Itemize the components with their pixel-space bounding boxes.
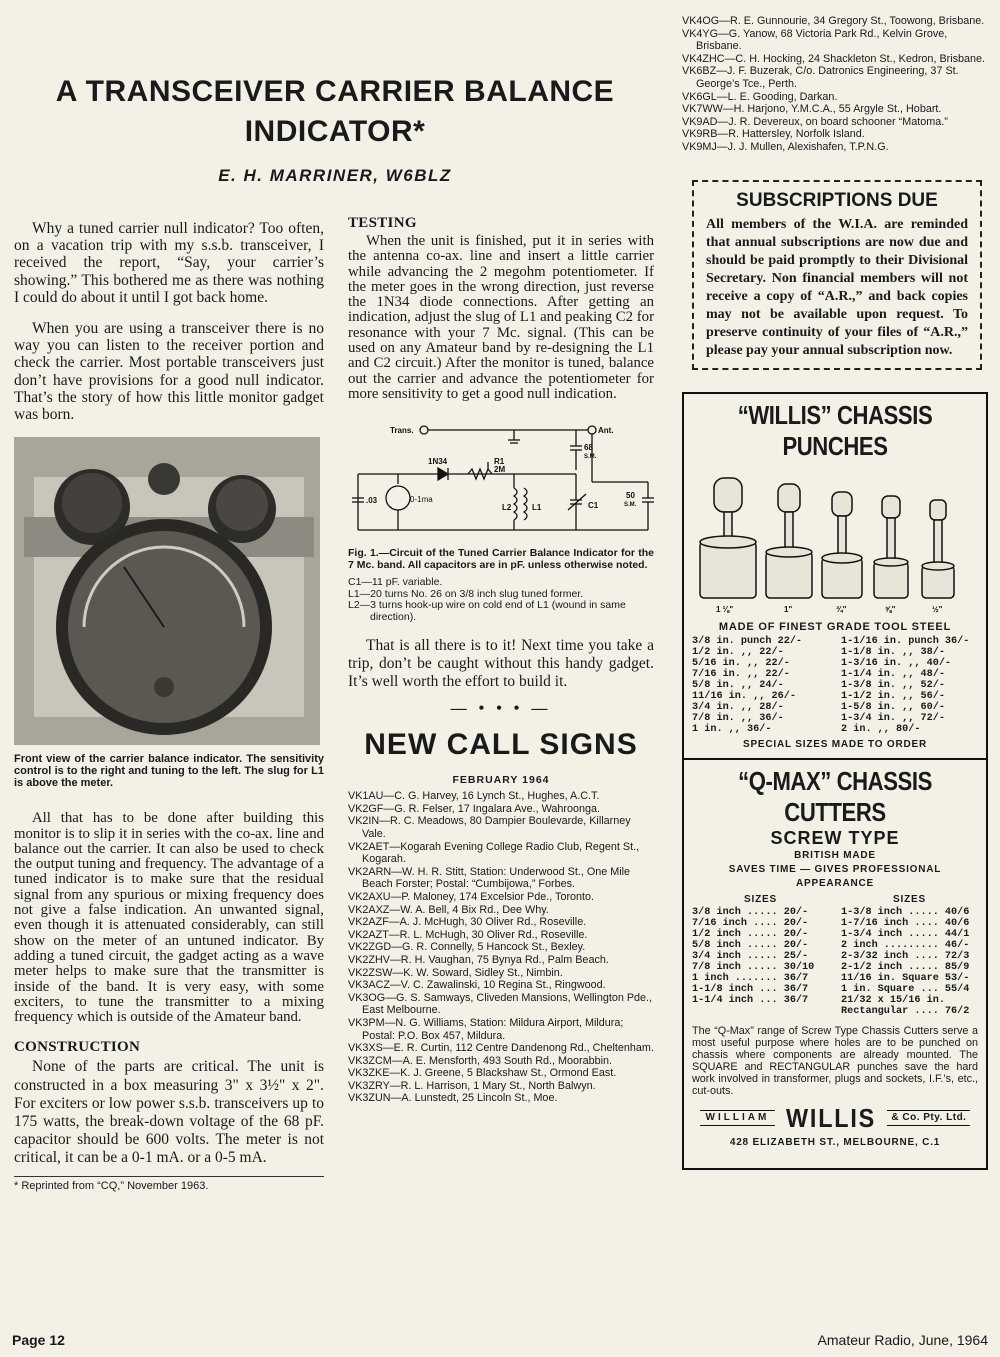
list-item: VK3ZKE—K. J. Greene, 5 Blackshaw St., Ormond East. [348, 1067, 617, 1080]
price-row: 5/8 inch ..... 20/- [692, 939, 809, 951]
article-title: A TRANSCEIVER CARRIER BALANCE INDICATOR* [55, 75, 615, 148]
figure-caption: Fig. 1.—Circuit of the Tuned Carrier Balance Indicator for the 7 Mc. band. All capacitors are in pF. unless otherwise noted. [348, 547, 654, 571]
schem-label-c50-sm: S.M. [624, 502, 637, 509]
list-item: VK6BZ—J. F. Buzerak, C/o. Datronics Engineering, 37 St. George’s Tce., Perth. [682, 65, 959, 90]
column-left [14, 220, 324, 1192]
list-item: VK2AZT—R. L. McHugh, 30 Oliver Rd., Roseville. [348, 928, 588, 941]
price-row: 3/4 inch ..... 25/- [692, 950, 809, 962]
list-item: VK2GF—G. R. Felser, 17 Ingalara Ave., Wahroonga. [348, 802, 601, 815]
list-item: VK2AXZ—W. A. Bell, 4 Bix Rd., Dee Why. [348, 903, 549, 916]
footnote-rule [14, 1176, 324, 1177]
price-row: 2 in. ,, 80/- [841, 723, 921, 735]
punch-size-label: 1" [784, 604, 793, 614]
schem-label-diode: 1N34 [428, 457, 448, 467]
price-row: 7/16 in. ,, 22/- [692, 668, 790, 680]
price-row: 1-3/4 inch ..... 44/1 [841, 928, 970, 940]
circuit-schematic [348, 412, 654, 542]
punches-title: “WILLIS” CHASSIS PUNCHES [737, 399, 933, 461]
schem-label-l2: L2 [502, 503, 512, 513]
company-banner [692, 1103, 978, 1134]
price-row: 1-1/2 in. ,, 56/- [841, 690, 945, 702]
company-address: 428 ELIZABETH ST., MELBOURNE, C.1 [729, 1136, 941, 1148]
punch-size-label: 1 ⅛" [716, 604, 734, 614]
list-item: VK3ACZ—V. C. Zawalinski, 10 Regina St., Ringwood. [348, 979, 606, 992]
list-item: VK9AD—J. R. Devereux, on board schooner “Matoma.” [682, 115, 948, 128]
schem-label-c03: .03 [366, 496, 378, 506]
price-row: 1-1/8 inch ... 36/7 [692, 983, 809, 995]
list-item: VK2ZGD—G. R. Connelly, 5 Hancock St., Bexley. [348, 941, 586, 954]
schem-label-r1: R1 [494, 457, 505, 467]
price-row: 7/8 inch ..... 30/10 [692, 961, 815, 973]
intro-paragraph-2: When you are using a transceiver there is no way you can listen to the receiver portion and check the carrier. Most portable transceivers just don’t have provisions for a good null indicator. That’s the story of how this little monitor gadget was born. [14, 320, 324, 424]
intro-paragraph-1: Why a tuned carrier null indicator? Too often, on a vacation trip with my s.s.b. transceiver, I received the report, “Say, your carrier’s showing.” This bothered me as there was nothing I could do about it until I got back home. [14, 220, 324, 306]
price-row: 3/4 in. ,, 28/- [692, 701, 784, 713]
parts-item: L2—3 turns hook-up wire on cold end of L1 (wound in same direction). [348, 599, 626, 623]
list-item: VK2ARN—W. H. R. Stitt, Station: Underwood St., One Mile Beach Forster; Postal: “Cumbijowa,” Forbes. [348, 865, 631, 891]
photo-caption: Front view of the carrier balance indicator. The sensitivity control is to the right and tuning to the left. The slug for L1 is above the meter. [14, 753, 324, 790]
price-row: 3/8 inch ..... 20/- [692, 906, 809, 918]
price-row: 3/8 in. punch 22/- [692, 635, 803, 647]
list-item: VK3ZUN—A. Lunstedt, 25 Lincoln St., Moe. [348, 1092, 558, 1105]
saves-time-text: SAVES TIME — GIVES PROFESSIONAL APPEARANCE [728, 863, 942, 889]
punch-size-label: ½" [932, 604, 943, 614]
list-item: VK3XS—E. R. Curtin, 112 Centre Dandenong Rd., Cheltenham. [348, 1042, 654, 1055]
price-row: 2 inch ......... 46/- [841, 939, 970, 951]
price-row: 1-1/8 in. ,, 38/- [841, 646, 945, 658]
list-item: VK7WW—H. Harjono, Y.M.C.A., 55 Argyle St., Hobart. [682, 103, 942, 116]
parts-item: L1—20 turns No. 26 on 3/8 inch slug tuned former. [348, 587, 584, 600]
schem-label-c68-sm: S.M. [584, 454, 597, 461]
list-item: VK2ZHV—R. H. Vaughan, 75 Bynya Rd., Palm Beach. [348, 953, 609, 966]
punch-price-column-right [841, 636, 978, 735]
company-name-left: WILLIAM [700, 1110, 776, 1126]
call-signs-list-middle [348, 790, 654, 1105]
schem-label-ant: Ant. [598, 426, 614, 436]
list-item: VK2AXU—P. Maloney, 174 Excelsior Pde., Toronto. [348, 890, 595, 903]
new-call-signs-title: NEW CALL SIGNS [364, 728, 638, 762]
price-row: 5/16 in. ,, 22/- [692, 657, 790, 669]
punch-size-label: ¾" [836, 604, 847, 614]
magazine-issue: Amateur Radio, June, 1964 [817, 1332, 988, 1348]
price-row: 1-1/4 inch ... 36/7 [692, 994, 809, 1006]
subscriptions-title: SUBSCRIPTIONS DUE [736, 189, 938, 211]
price-row: 1 in. ,, 36/- [692, 723, 772, 735]
price-row: 1 inch ....... 36/7 [692, 972, 809, 984]
list-item: VK9RB—R. Hattersley, Norfolk Island. [682, 128, 865, 141]
list-item: VK3ZCM—A. E. Mensforth, 493 South Rd., Moorabbin. [348, 1054, 613, 1067]
schem-label-c50: 50 [626, 491, 635, 501]
schem-label-c68: 68 [584, 443, 593, 453]
punch-size-label: ⅝" [885, 604, 896, 614]
parts-list [348, 577, 654, 623]
schem-label-c1: C1 [588, 501, 599, 511]
made-of-text: MADE OF FINEST GRADE TOOL STEEL [718, 620, 952, 633]
willis-advertisement [682, 392, 988, 1170]
cutter-price-column-left [692, 893, 829, 1017]
article-byline: E. H. MARRINER, W6BLZ [218, 166, 452, 185]
list-item: VK3PM—N. G. Williams, Station: Mildura Airport, Mildura; Postal: P.O. Box 457, Mildura. [348, 1016, 624, 1042]
cutter-price-table [692, 893, 978, 1017]
price-row: 1-1/16 in. punch 36/- [841, 635, 970, 647]
punch-price-table [692, 636, 978, 735]
price-row: 1/2 inch ..... 20/- [692, 928, 809, 940]
schem-label-meter: 0-1ma [410, 495, 433, 505]
testing-paragraph: When the unit is finished, put it in series with the antenna co-ax. line and insert a little carrier while advancing the 2 megohm potentiometer. If the meter goes in the wrong direction, just reverse the 1N34 diode connections. After getting an indication, adjust the slug of L1 and peaking C2 for resonance with your 7 Mc. signal. (This can be used on any Amateur band by re-designing the L1 and C2 circuit.) After the monitor is tuned, balance out the carrier and advance the potentiometer for more sensitivity to get a good null indication. [348, 233, 654, 402]
price-row: 11/16 in. Square 53/- [841, 972, 970, 984]
list-item: VK4YG—G. Yanow, 68 Victoria Park Rd., Kelvin Grove, Brisbane. [682, 27, 948, 53]
price-row: 7/8 in. ,, 36/- [692, 712, 784, 724]
cutters-description: The “Q-Max” range of Screw Type Chassis Cutters serve a most useful purpose where holes are to be punched on chassis where components are already mounted. The SQUARE and RECTANGULAR punches save the hard work involved in transformer, plugs and sockets, I.F.’s, etc., cut-outs. [692, 1024, 978, 1097]
special-sizes-text: SPECIAL SIZES MADE TO ORDER [742, 738, 928, 750]
column-right [682, 15, 988, 1170]
price-row: 2-1/2 inch ..... 85/9 [841, 961, 970, 973]
british-made-text: BRITISH MADE [794, 849, 876, 861]
list-item: VK4OG—R. E. Gunnourie, 34 Gregory St., Toowong, Brisbane. [682, 15, 985, 27]
column-middle [348, 215, 654, 1105]
footnote: * Reprinted from “CQ,” November 1963. [14, 1179, 209, 1192]
price-row: 7/16 inch .... 20/- [692, 917, 809, 929]
subscriptions-body: All members of the W.I.A. are reminded that annual subscriptions are now due and should be paid promptly to their Divisional Secretary. Non financial members will not receive a copy of “A.R.,” and back copies may not be available upon request. To preserve continuity of your files of “A.R.,” please pay your annual subscription now. [706, 216, 968, 358]
cutter-price-column-right [841, 893, 978, 1017]
sizes-label: SIZES [744, 893, 777, 905]
list-item: VK6GL—L. E. Gooding, Darkan. [682, 90, 838, 103]
schem-label-r1-value: 2M [494, 465, 506, 475]
price-row: 1/2 in. ,, 22/- [692, 646, 784, 658]
list-item: VK2AZF—A. J. McHugh, 30 Oliver Rd., Roseville. [348, 916, 587, 929]
list-item: VK2ZSW—K. W. Soward, Sidley St., Nimbin. [348, 966, 563, 979]
price-row: 5/8 in. ,, 24/- [692, 679, 784, 691]
price-row: 1-3/16 in. ,, 40/- [841, 657, 952, 669]
call-signs-list-right [682, 15, 988, 154]
price-row: 1-5/8 in. ,, 60/- [841, 701, 945, 713]
testing-heading: TESTING [348, 215, 417, 231]
list-item: VK4ZHC—C. H. Hocking, 24 Shackleton St., Kedron, Brisbane. [682, 52, 986, 65]
punch-price-column-left [692, 636, 829, 735]
cutters-title: “Q-MAX” CHASSIS CUTTERS [738, 765, 932, 827]
ad-divider [684, 758, 986, 760]
punches-illustration [692, 466, 980, 616]
list-item: VK9MJ—J. J. Mullen, Alexishafen, T.P.N.G. [682, 140, 889, 153]
construction-heading: CONSTRUCTION [14, 1039, 141, 1056]
price-row: 1-7/16 inch .... 40/6 [841, 917, 970, 929]
price-row: 1-3/8 inch ..... 40/6 [841, 906, 970, 918]
list-item: VK2AET—Kogarah Evening College Radio Club, Regent St., Kogarah. [348, 840, 640, 866]
list-item: VK3ZRY—R. L. Harrison, 1 Mary St., North Balwyn. [348, 1079, 596, 1092]
screw-type-heading: SCREW TYPE [770, 827, 900, 848]
subscriptions-notice [692, 180, 982, 370]
schem-label-trans: Trans. [390, 426, 414, 436]
construction-paragraph: None of the parts are critical. The unit is constructed in a box measuring 3" x 3½" x 2". For exciters or low power s.s.b. transceivers up to 175 watts, the break-down voltage of the 68 pF. capacitor should be 600 volts. The meter is not critical, it can be a 0-1 mA. or a 0-5 mA. [14, 1058, 324, 1167]
call-signs-month: FEBRUARY 1964 [452, 774, 550, 787]
device-photo [14, 437, 320, 745]
price-row: 1-1/4 in. ,, 48/- [841, 668, 945, 680]
body-paragraph-3: All that has to be done after building this monitor is to slip it in series with the co-ax. line and balance out the carrier. It can also be used to check the output tuning and frequency. The advantage of a tuned indicator is to make sure that the residual signal from any spurious or mixing frequency does not give a false indication. An unwanted signal, even though it is attenuated considerably, can still show on the meter of an untuned indicator. By adding a tuned circuit, the gadget acting as a wave meter helps to make sure that the transmitter is inside of the band. It is very easy, with some exciters, to tune the transmitter to a mixing frequency which is outside of the Amateur band. [14, 810, 324, 1026]
closing-paragraph: That is all there is to it! Next time you take a trip, don’t be caught without this handy gadget. It’s well worth the effort to build it. [348, 637, 654, 690]
parts-item: C1—11 pF. variable. [348, 576, 443, 589]
section-divider: — • • • — [450, 700, 552, 718]
price-row: 11/16 in. ,, 26/- [692, 690, 796, 702]
list-item: VK3OG—G. S. Samways, Cliveden Mansions, Wellington Pde., East Melbourne. [348, 991, 653, 1017]
price-row: 1-3/4 in. ,, 72/- [841, 712, 945, 724]
price-row: 1 in. Square ... 55/4 [841, 983, 970, 995]
price-row: 21/32 x 15/16 in. [841, 994, 945, 1006]
page-number: Page 12 [12, 1332, 65, 1348]
price-row: 1-3/8 in. ,, 52/- [841, 679, 945, 691]
device-photo-image [14, 437, 320, 745]
company-name-main: WILLIS [786, 1102, 877, 1133]
price-row: 2-3/32 inch .... 72/3 [841, 950, 970, 962]
list-item: VK1AU—C. G. Harvey, 16 Lynch St., Hughes, A.C.T. [348, 790, 600, 803]
sizes-label: SIZES [893, 893, 926, 905]
schem-label-l1: L1 [532, 503, 542, 513]
list-item: VK2IN—R. C. Meadows, 80 Dampier Boulevarde, Killarney Vale. [348, 815, 631, 841]
price-row: Rectangular .... 76/2 [841, 1005, 970, 1017]
company-name-right: & Co. Pty. Ltd. [887, 1110, 970, 1126]
